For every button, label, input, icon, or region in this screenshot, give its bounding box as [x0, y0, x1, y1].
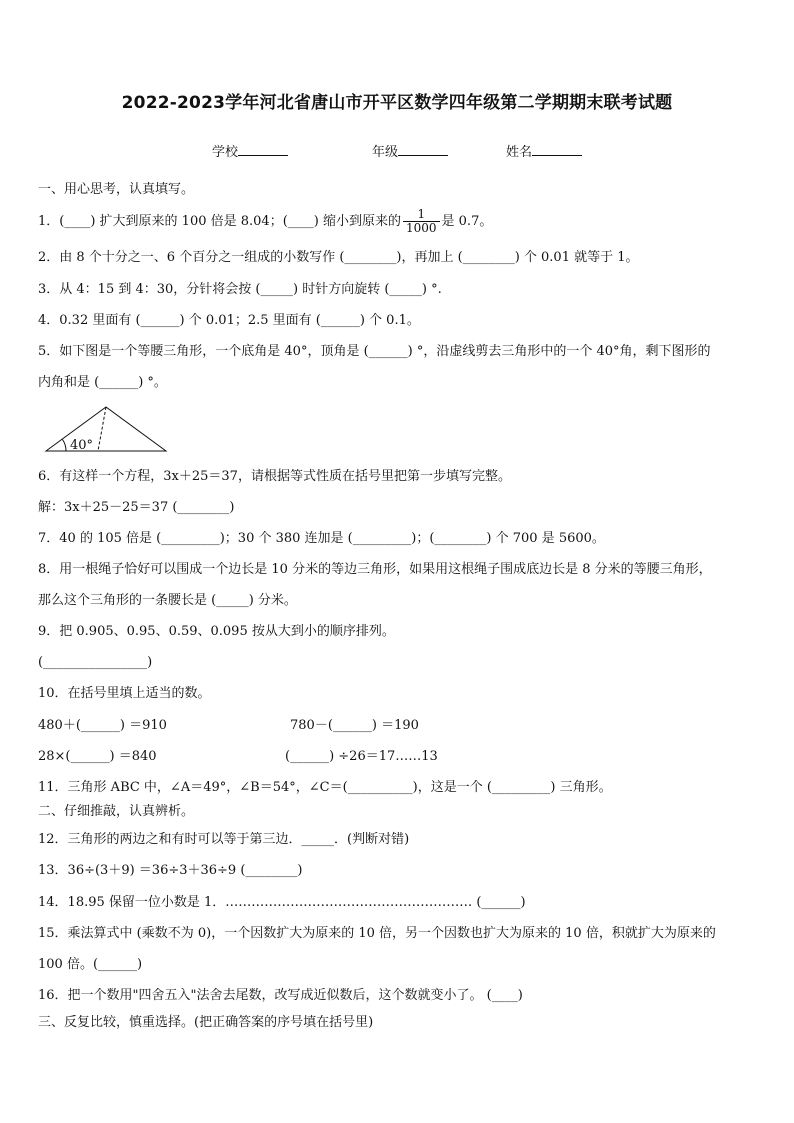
dashed-cut-line: [98, 407, 106, 451]
question-15-line-2: 100 倍。(______): [38, 957, 143, 972]
question-14: 14．18.95 保留一位小数是 1．………………………………………………… (______): [38, 895, 526, 910]
question-10-a: 480＋(______) ＝910: [38, 718, 167, 733]
section-3-heading: 三、反复比较，慎重选择。(把正确答案的序号填在括号里): [38, 1015, 374, 1030]
question-5-line-2: 内角和是 (______) °。: [38, 375, 167, 390]
grade-blank[interactable]: [398, 143, 448, 156]
question-8-line-1: 8．用一根绳子恰好可以围成一个边长是 10 分米的等边三角形，如果用这根绳子围成底边长是 8 分米的等腰三角形，: [38, 562, 712, 577]
name-blank[interactable]: [532, 143, 582, 156]
section-2-heading: 二、仔细推敲，认真辨析。: [38, 804, 195, 819]
question-16: 16．把一个数用"四舍五入"法舍去尾数，改写成近似数后，这个数就变小了。 (____): [38, 988, 523, 1003]
isosceles-triangle-figure: [44, 404, 170, 454]
school-label: 学校: [212, 145, 239, 160]
angle-arc: [63, 440, 67, 452]
question-3: 3．从 4：15 到 4：30，分针将会按 (_____) 时针方向旋转 (_____) °.: [38, 282, 442, 297]
fraction-denominator: 1000: [405, 221, 437, 235]
section-1-heading: 一、用心思考，认真填写。: [38, 182, 195, 197]
question-1-text-b: 是 0.7。: [441, 214, 493, 229]
question-10-c: 28×(______) ＝840: [38, 749, 157, 764]
question-10-line-1: 10．在括号里填上适当的数。: [38, 686, 211, 701]
question-11: 11．三角形 ABC 中，∠A＝49°，∠B＝54°，∠C＝(__________)，这是一个 (_________) 三角形。: [38, 780, 612, 795]
question-7: 7．40 的 105 倍是 (_________)；30 个 380 连加是 (_________)；(________) 个 700 是 5600。: [38, 531, 605, 546]
school-field: [212, 141, 288, 160]
grade-label: 年级: [372, 145, 399, 160]
question-9-line-1: 9．把 0.905、0.95、0.59、0.095 按从大到小的顺序排列。: [38, 624, 395, 639]
question-1: [38, 208, 492, 235]
question-10-b: 780－(______) ＝190: [290, 718, 419, 733]
question-13: 13．36÷(3＋9) ＝36÷3＋36÷9 (________): [38, 863, 303, 878]
fraction: [403, 208, 440, 235]
question-8-line-2: 那么这个三角形的一条腰长是 (_____) 分米。: [38, 593, 297, 608]
question-6-line-1: 6．有这样一个方程，3x＋25＝37，请根据等式性质在括号里把第一步填写完整。: [38, 469, 511, 484]
angle-label: 40°: [70, 438, 94, 453]
question-5-line-1: 5．如下图是一个等腰三角形，一个底角是 40°，顶角是 (______) °，沿虚线剪去三角形中的一个 40°角，剩下图形的: [38, 344, 711, 359]
school-blank[interactable]: [238, 143, 288, 156]
triangle-outline: [46, 407, 166, 451]
fraction-numerator: 1: [403, 208, 440, 222]
name-label: 姓名: [506, 145, 533, 160]
question-10-d: (______) ÷26＝17……13: [285, 749, 438, 764]
question-15-line-1: 15．乘法算式中 (乘数不为 0)，一个因数扩大为原来的 10 倍，另一个因数也扩大为原来的 10 倍，积就扩大为原来的: [38, 926, 716, 941]
page-title: 2022-2023学年河北省唐山市开平区数学四年级第二学期期末联考试题: [121, 93, 673, 113]
question-2: 2．由 8 个十分之一、6 个百分之一组成的小数写作 (________)，再加上 (________) 个 0.01 就等于 1。: [38, 250, 639, 265]
question-12: 12．三角形的两边之和有时可以等于第三边．_____．(判断对错): [38, 832, 410, 847]
question-6-line-2: 解：3x＋25－25＝37 (________): [38, 500, 235, 515]
question-4: 4．0.32 里面有 (______) 个 0.01；2.5 里面有 (______) 个 0.1。: [38, 313, 420, 328]
question-9-answer: (________________): [38, 655, 153, 670]
grade-field: [372, 141, 448, 160]
name-field: [506, 141, 582, 160]
question-1-text-a: 1．(____) 扩大到原来的 100 倍是 8.04；(____) 缩小到原来的: [38, 214, 401, 229]
